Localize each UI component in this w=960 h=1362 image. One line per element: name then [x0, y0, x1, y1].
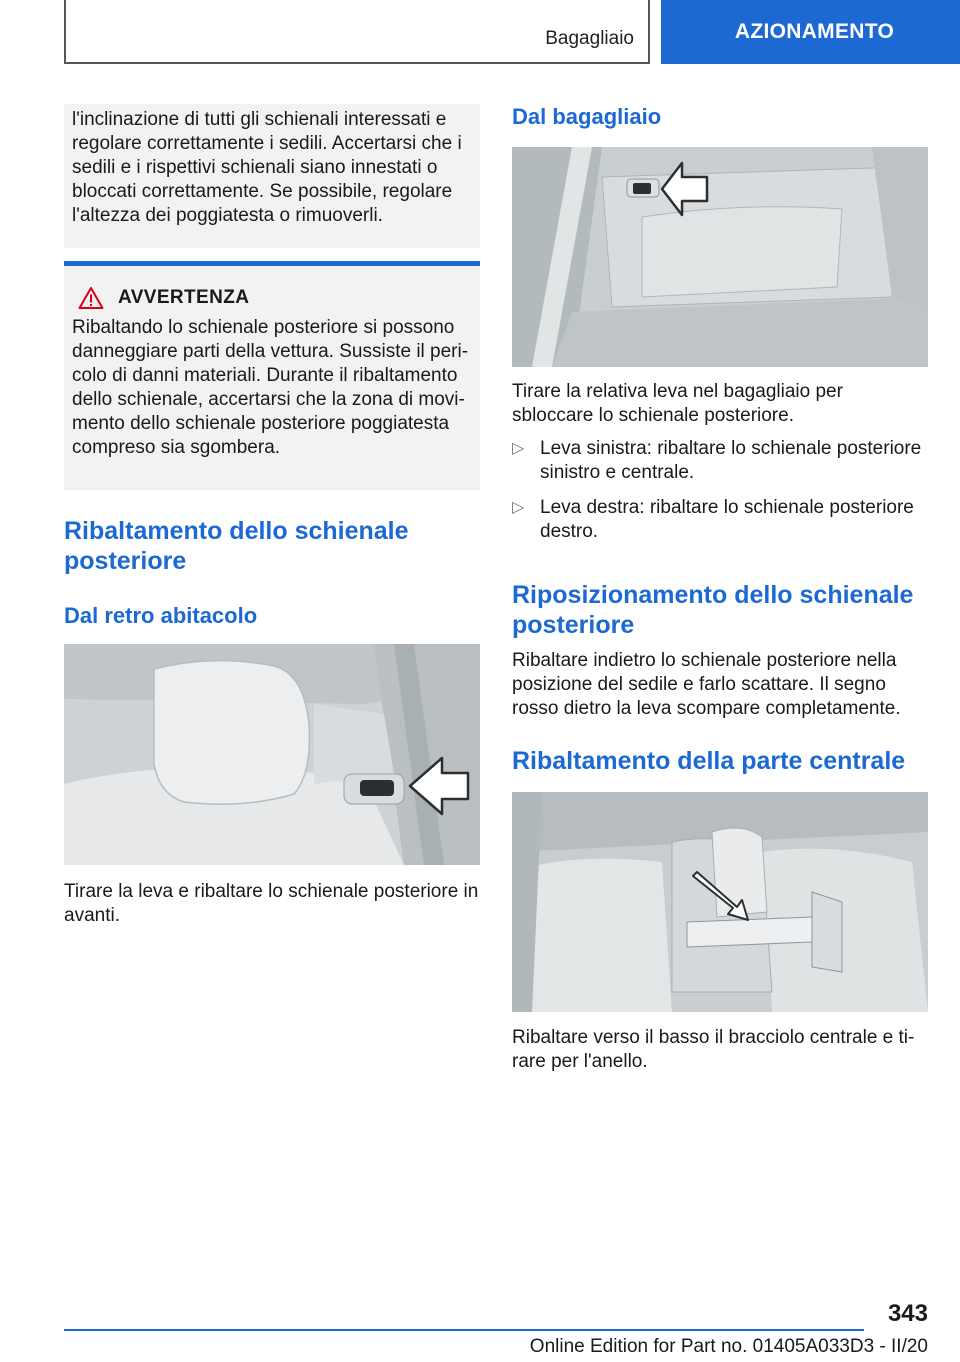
- list-item: [512, 496, 928, 544]
- header-section-box: [64, 0, 650, 64]
- trunk-lever-image: [512, 147, 928, 367]
- heading-center-fold: Ribaltamento della parte centrale: [512, 747, 906, 775]
- header-section-title: Bagagliaio: [545, 28, 634, 49]
- warning-triangle-icon: [78, 286, 104, 310]
- reposition-text: Ribaltare indietro lo schienale posteriore nella posizione del sedile e farlo scattare. Il segno rosso dietro la leva scompare completamente.: [512, 650, 901, 719]
- bullet-text: Leva destra: ribaltare lo schienale posteriore destro.: [540, 497, 914, 542]
- header-chapter-tab: AZIONAMENTO: [661, 0, 960, 64]
- page-number: 343: [887, 1300, 928, 1327]
- footer-edition: Online Edition for Part no. 01405A033D3 - II/20: [529, 1336, 928, 1357]
- heading-reposition: Riposizionamento dello schienale posteriore: [512, 581, 914, 639]
- cabin-caption: Tirare la leva e ribaltare lo schienale posteriore in avanti.: [64, 881, 479, 926]
- heading-from-cabin: Dal retro abitacolo: [64, 603, 258, 628]
- list-item: [512, 437, 928, 485]
- warning-text: Ribaltando lo schienale posteriore si possono danneggiare parti della vettura. Sussiste il pericolo di danni materiali. Durante il ribaltamento dello schienale, accertarsi che la zona di movimento dello schienale posteriore poggiatesta compreso sia sgombera.: [72, 317, 469, 458]
- intro-text: l'inclinazione di tutti gli schienali interessati e regolare correttamente i sedili. Accertarsi che i sedili e i rispettivi schienali siano innestati o bloccati correttamente. Se possibile, regolare l'altezza dei poggiatesta o rimuoverli.: [72, 109, 462, 226]
- rear-seat-lever-image: [64, 644, 480, 865]
- heading-fold-backrest: Ribaltamento dello schienale posteriore: [64, 517, 409, 575]
- intro-note-box: [64, 104, 480, 248]
- warning-header: [72, 286, 472, 310]
- warning-title: AVVERTENZA: [118, 287, 250, 308]
- triangle-bullet-icon: ▷: [512, 499, 525, 516]
- heading-from-trunk: Dal bagagliaio: [512, 104, 662, 129]
- center-armrest-image: [512, 792, 928, 1012]
- center-text: Ribaltare verso il basso il bracciolo centrale e tirare per l'anello.: [512, 1027, 915, 1072]
- footer-rule: [64, 1329, 864, 1331]
- trunk-text: Tirare la relativa leva nel bagagliaio per sbloccare lo schienale posteriore.: [512, 381, 843, 426]
- warning-box: [64, 266, 480, 490]
- triangle-bullet-icon: ▷: [512, 440, 525, 457]
- bullet-text: Leva sinistra: ribaltare lo schienale posteriore sinistro e centrale.: [540, 438, 922, 483]
- lever-bullet-list: [512, 437, 928, 555]
